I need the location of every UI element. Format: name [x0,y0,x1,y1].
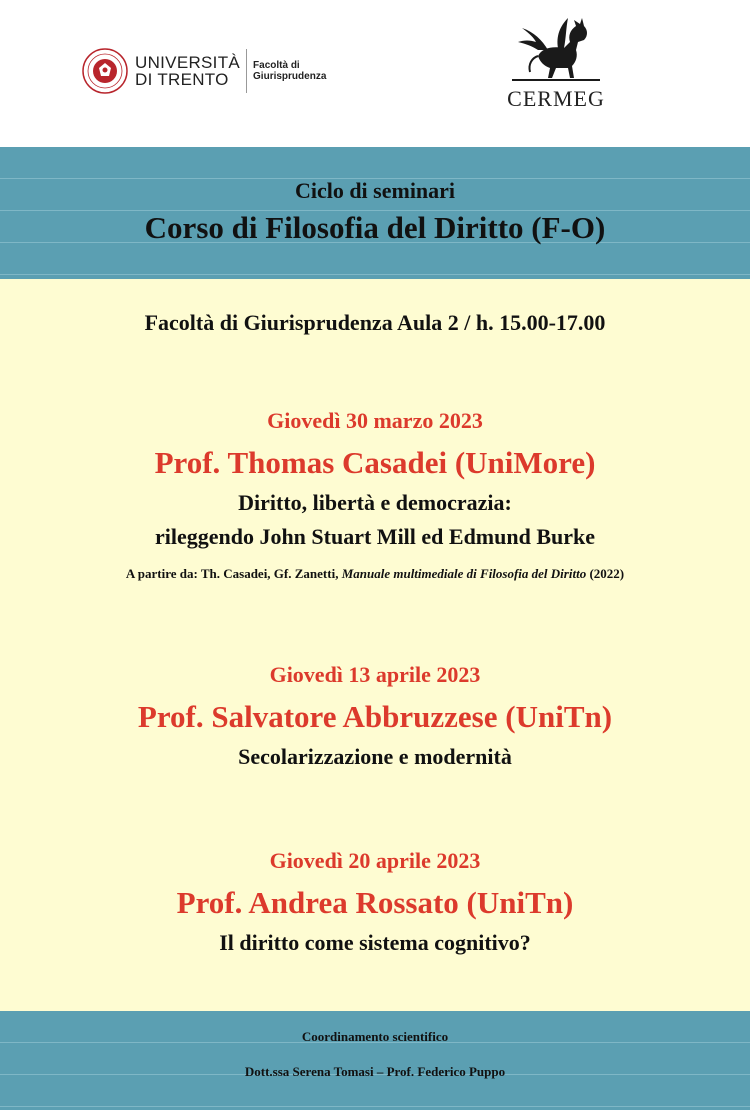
faculty-label [253,60,326,82]
seminar-2-title: Secolarizzazione e modernità [238,744,512,769]
cermeg-name: CERMEG [507,86,605,111]
coordination-names: Dott.ssa Serena Tomasi – Prof. Federico Puppo [244,1064,506,1079]
logo-divider [246,49,247,93]
ref-authors: A partire da: Th. Casadei, Gf. Zanetti, [125,566,342,581]
faculty-line1: Facoltà di [253,60,300,71]
faculty-line2: Giurisprudenza [253,71,327,82]
seminar-1-reference [0,566,750,582]
course-title: Corso di Filosofia del Diritto (F-O) [144,210,606,245]
coordination-label: Coordinamento scientifico [301,1029,449,1044]
footer-band [0,1011,750,1110]
seminar-2-date: Giovedì 13 aprile 2023 [269,662,481,687]
logo-header [0,0,750,147]
university-seal-icon [82,48,128,94]
seminar-2-speaker: Prof. Salvatore Abbruzzese (UniTn) [137,699,613,734]
series-label: Ciclo di seminari [294,178,456,203]
seminar-3-title: Il diritto come sistema cognitivo? [219,930,531,955]
seminar-1-title-line2: rileggendo John Stuart Mill ed Edmund Burke [154,524,596,549]
unitn-line2: DI TRENTO [135,70,229,89]
seminar-3-date: Giovedì 20 aprile 2023 [269,848,481,873]
seminar-3-speaker: Prof. Andrea Rossato (UniTn) [176,885,574,920]
cermeg-logo [496,12,616,112]
seminar-1-title-line1: Diritto, libertà e democrazia: [238,490,512,515]
seminar-1-date: Giovedì 30 marzo 2023 [267,408,483,433]
venue-info: Facoltà di Giurisprudenza Aula 2 / h. 15.00-17.00 [144,310,606,335]
unitn-name [135,54,240,88]
unitn-line1: UNIVERSITÀ [135,53,241,72]
seminar-1-speaker: Prof. Thomas Casadei (UniMore) [154,445,596,480]
ref-year: (2022) [586,566,625,581]
unitn-logo [82,43,326,99]
pegasus-icon [508,12,604,84]
ref-book-title: Manuale multimediale di Filosofia del Diritto [341,566,587,581]
